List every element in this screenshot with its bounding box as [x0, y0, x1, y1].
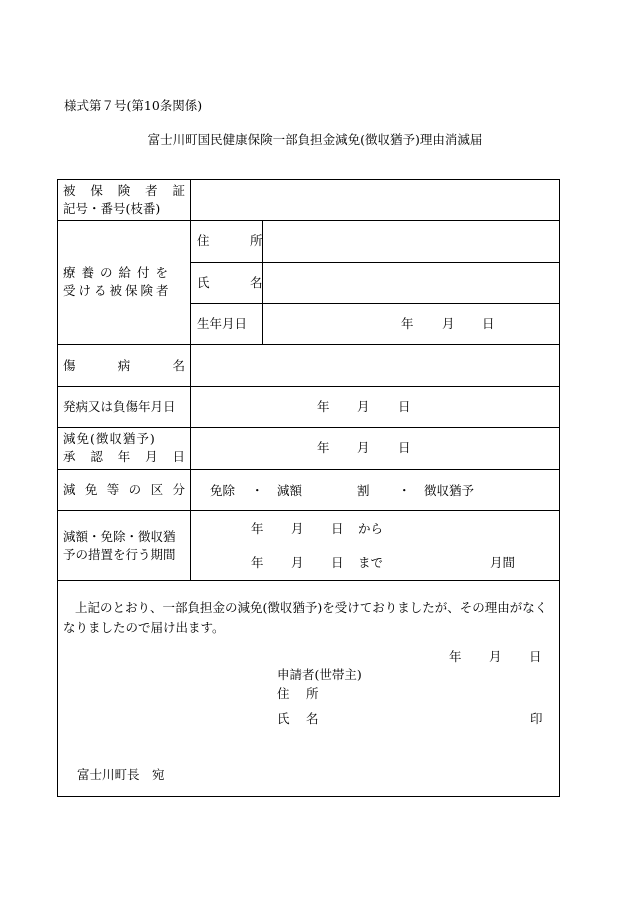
- onset-month: 月: [357, 399, 370, 414]
- disease-value[interactable]: [195, 352, 555, 378]
- row-divider: [57, 427, 560, 428]
- period-label-line1: 減額・免除・徴収猶: [63, 529, 176, 544]
- period-from-month: 月: [291, 521, 304, 536]
- approval-year: 年: [317, 440, 330, 455]
- name-value[interactable]: [266, 270, 556, 296]
- period-label-line2: 予の措置を行う期間: [63, 547, 176, 562]
- approval-day: 日: [398, 440, 411, 455]
- page-title: 富士川町国民健康保険一部負担金減免(徴収猶予)理由消滅届: [147, 132, 483, 147]
- recipient-label-line2: 受ける被保険者: [63, 283, 172, 298]
- row-divider: [57, 510, 560, 511]
- row-divider: [191, 303, 560, 304]
- declaration-text: 上記のとおり、一部負担金の減免(徴収猶予)を受けておりましたが、その理由がなくなりましたので届け出ます。: [63, 600, 548, 635]
- period-months: 月間: [490, 555, 516, 570]
- category-label: 減 免 等 の 区 分: [63, 482, 185, 497]
- birthdate-label: 生年月日: [197, 316, 248, 331]
- seal-mark: 印: [530, 711, 543, 726]
- period-from-suffix: から: [358, 521, 384, 536]
- insured-id-label-line1: 被 保 険 者 証: [63, 183, 185, 198]
- category-separator: ・: [398, 483, 411, 498]
- period-to-month: 月: [291, 555, 304, 570]
- period-from-year: 年: [251, 521, 264, 536]
- category-option-deferral[interactable]: 徴収猶予: [424, 483, 475, 498]
- applicant-address-label: 住 所: [277, 686, 321, 701]
- column-divider: [190, 179, 191, 580]
- row-divider: [57, 580, 560, 581]
- addressee: 富士川町長 宛: [77, 767, 165, 782]
- approval-label-line2: 承 認 年 月 日: [63, 449, 185, 464]
- disease-label: 傷 病 名: [63, 358, 185, 373]
- row-divider: [57, 220, 560, 221]
- birthdate-year: 年: [401, 316, 414, 331]
- name-label: 氏 名: [197, 275, 277, 290]
- category-separator: ・: [251, 483, 264, 498]
- address-label: 住 所: [197, 233, 277, 248]
- category-percent-unit: 割: [357, 483, 370, 498]
- row-divider: [57, 469, 560, 470]
- onset-label: 発病又は負傷年月日: [63, 399, 176, 414]
- category-option-reduction[interactable]: 減額: [277, 483, 303, 498]
- birthdate-day: 日: [482, 316, 495, 331]
- period-from-day: 日: [331, 521, 344, 536]
- period-to-suffix: まで: [358, 555, 384, 570]
- approval-month: 月: [357, 440, 370, 455]
- period-to-day: 日: [331, 555, 344, 570]
- statement-month: 月: [489, 649, 502, 664]
- form-number: 様式第７号(第10条関係): [64, 98, 203, 113]
- insured-id-label-line2: 記号・番号(枝番): [63, 201, 161, 216]
- period-to-year: 年: [251, 555, 264, 570]
- approval-label-line1: 減免(徴収猶予): [63, 431, 156, 446]
- onset-year: 年: [317, 399, 330, 414]
- statement-day: 日: [529, 649, 542, 664]
- category-option-exemption[interactable]: 免除: [210, 483, 236, 498]
- row-divider: [191, 262, 560, 263]
- recipient-label-line1: 療養の給付を: [63, 265, 175, 280]
- address-value[interactable]: [266, 228, 556, 254]
- birthdate-month: 月: [442, 316, 455, 331]
- row-divider: [57, 386, 560, 387]
- applicant-name-label: 氏 名: [277, 711, 321, 726]
- onset-day: 日: [398, 399, 411, 414]
- insured-id-value[interactable]: [195, 190, 555, 210]
- applicant-label: 申請者(世帯主): [277, 667, 362, 682]
- statement-year: 年: [449, 649, 462, 664]
- row-divider: [57, 344, 560, 345]
